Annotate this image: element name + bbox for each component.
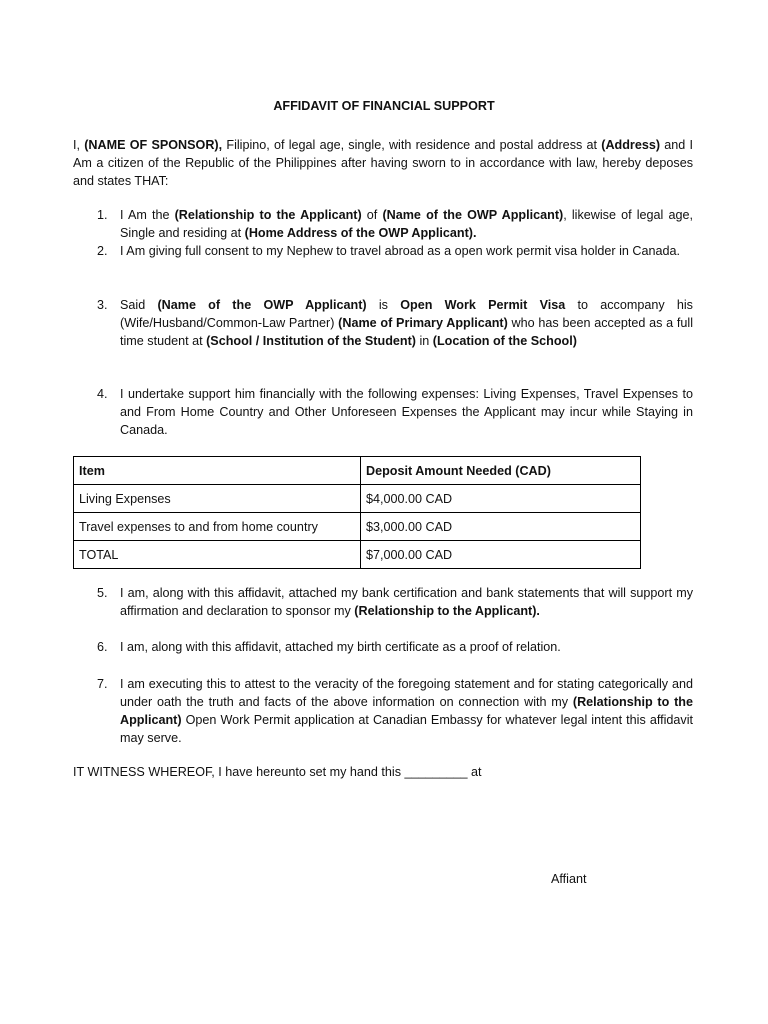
table-row — [74, 541, 641, 569]
table-row — [74, 485, 641, 513]
table-cell: $4,000.00 CAD — [361, 485, 641, 513]
bold-placeholder-text: (Name of the OWP Applicant) — [382, 208, 564, 222]
table-header-cell: Item — [74, 457, 361, 485]
witness-line: IT WITNESS WHEREOF, I have hereunto set my hand this _________ at — [73, 765, 482, 779]
text-segment: in — [415, 334, 433, 348]
text-segment: of — [361, 208, 383, 222]
table-row — [74, 513, 641, 541]
bold-placeholder-text: (Home Address of the OWP Applicant). — [244, 226, 477, 240]
list-item-text — [120, 675, 693, 747]
text-segment: is — [366, 298, 401, 312]
text-segment: Said — [120, 298, 158, 312]
list-item — [97, 385, 693, 439]
bold-placeholder-text: (Relationship to the Applicant) — [120, 695, 694, 727]
list-item — [97, 638, 693, 656]
list-item-text — [120, 296, 693, 350]
list-item — [97, 675, 693, 747]
text-segment: I undertake support him financially with the following expenses: Living Expenses, Travel Expenses to and From Home Country and Other Unforeseen Expenses the Applicant may incur while Staying in Canada. — [120, 387, 693, 437]
list-item — [97, 296, 693, 350]
bold-placeholder-text: (NAME OF SPONSOR), — [84, 138, 223, 152]
list-item-text — [120, 242, 693, 260]
list-item-text — [120, 638, 693, 656]
text-segment: who has been accepted as a full time student at — [120, 316, 693, 348]
text-segment: I am, along with this affidavit, attached my birth certificate as a proof of relation. — [120, 640, 561, 654]
text-segment: Open Work Permit application at Canadian Embassy for whatever legal intent this affidavit may serve. — [120, 713, 693, 745]
text-segment: I am, along with this affidavit, attached my bank certification and bank statements that will support my affirmation and declaration to sponsor my — [120, 586, 693, 618]
text-segment: , likewise of legal age, Single and residing at — [120, 208, 693, 240]
list-number: 1. — [97, 208, 108, 222]
list-item-text — [120, 584, 693, 620]
bold-placeholder-text: (Relationship to the Applicant) — [174, 208, 362, 222]
expenses-table — [73, 456, 641, 569]
text-segment: to accompany his (Wife/Husband/Common-Law Partner) — [120, 298, 693, 330]
list-number: 2. — [97, 244, 108, 258]
text-segment: and I Am a citizen of the Republic of the Philippines after having sworn to in accordance with law, hereby deposes and states THAT: — [73, 138, 694, 188]
bold-placeholder-text: (Address) — [601, 138, 661, 152]
intro-paragraph — [73, 136, 693, 190]
bold-placeholder-text: Open Work Permit Visa — [400, 298, 566, 312]
list-number: 6. — [97, 640, 108, 654]
bold-placeholder-text: (Location of the School) — [432, 334, 577, 348]
table-cell: Living Expenses — [74, 485, 361, 513]
text-segment: Filipino, of legal age, single, with residence and postal address at — [222, 138, 602, 152]
bold-placeholder-text: (Name of Primary Applicant) — [338, 316, 508, 330]
affiant-label: Affiant — [551, 872, 587, 886]
table-header-cell: Deposit Amount Needed (CAD) — [361, 457, 641, 485]
text-segment: I Am giving full consent to my Nephew to travel abroad as a open work permit visa holder in Canada. — [120, 244, 681, 258]
bold-placeholder-text: (Relationship to the Applicant). — [354, 604, 540, 618]
text-segment: I am executing this to attest to the veracity of the foregoing statement and for stating categorically and under oath the truth and facts of the above information on connection with my — [120, 677, 693, 709]
bold-placeholder-text: (Name of the OWP Applicant) — [157, 298, 367, 312]
list-item — [97, 584, 693, 620]
list-item-text — [120, 206, 693, 242]
text-segment: I Am the — [120, 208, 175, 222]
table-cell: $3,000.00 CAD — [361, 513, 641, 541]
list-item — [97, 242, 693, 260]
list-number: 3. — [97, 298, 108, 312]
document-title: AFFIDAVIT OF FINANCIAL SUPPORT — [273, 99, 495, 113]
list-item — [97, 206, 693, 242]
list-number: 4. — [97, 387, 108, 401]
list-number: 7. — [97, 677, 108, 691]
table-cell: Travel expenses to and from home country — [74, 513, 361, 541]
table-cell: TOTAL — [74, 541, 361, 569]
bold-placeholder-text: (School / Institution of the Student) — [206, 334, 416, 348]
list-number: 5. — [97, 586, 108, 600]
text-segment: I, — [73, 138, 85, 152]
table-cell: $7,000.00 CAD — [361, 541, 641, 569]
table-header-row — [74, 457, 641, 485]
list-item-text — [120, 385, 693, 439]
